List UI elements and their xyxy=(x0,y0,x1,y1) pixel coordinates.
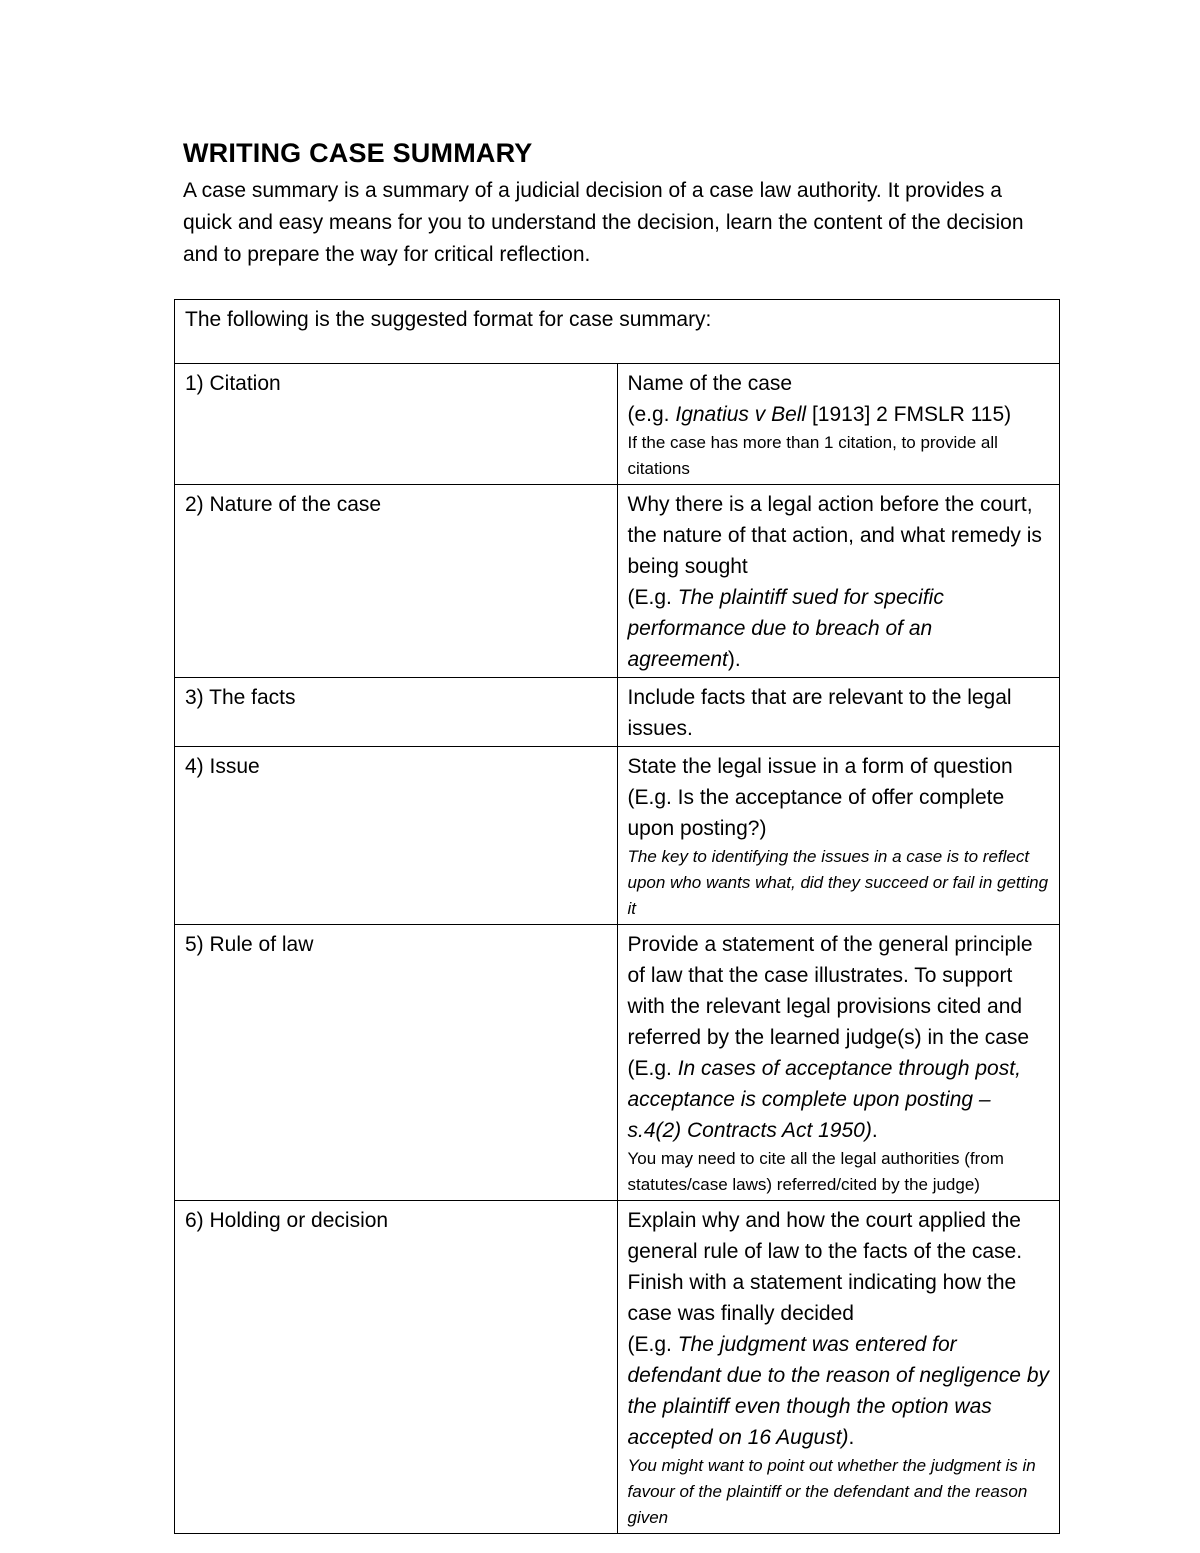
row-description xyxy=(617,925,1060,1201)
row-main-text: Provide a statement of the general principle of law that the case illustrates. To support with the relevant legal provisions cited and referred by the learned judge(s) in the case xyxy=(627,933,1033,1049)
table-header-cell: The following is the suggested format for case summary: xyxy=(175,300,1060,364)
table-row-facts xyxy=(175,678,1060,747)
row-example: (e.g. Ignatius v Bell [1913] 2 FMSLR 115) xyxy=(627,403,1012,426)
table-row-citation xyxy=(175,364,1060,485)
row-main-text: Explain why and how the court applied the general rule of law to the facts of the case. Finish with a statement indicating how the case was finally decided xyxy=(627,1209,1023,1325)
row-label: 2) Nature of the case xyxy=(175,485,618,678)
row-main-text: Include facts that are relevant to the legal issues. xyxy=(627,686,1012,740)
row-example: (E.g. The plaintiff sued for specific performance due to breach of an agreement). xyxy=(627,586,944,671)
row-note: If the case has more than 1 citation, to provide all citations xyxy=(627,433,998,478)
row-main-text: Why there is a legal action before the court, the nature of that action, and what remedy is being sought xyxy=(627,493,1042,578)
row-note: You may need to cite all the legal authorities (from statutes/case laws) referred/cited by the judge) xyxy=(627,1149,1004,1194)
row-label: 5) Rule of law xyxy=(175,925,618,1201)
row-label: 4) Issue xyxy=(175,747,618,925)
row-example: (E.g. The judgment was entered for defendant due to the reason of negligence by the plaintiff even though the option was accepted on 16 August). xyxy=(627,1333,1049,1449)
page-title: WRITING CASE SUMMARY xyxy=(183,138,533,168)
row-main-text: State the legal issue in a form of question xyxy=(627,755,1013,778)
table-row-rule-of-law xyxy=(175,925,1060,1201)
row-label: 1) Citation xyxy=(175,364,618,485)
row-main-text: Name of the case xyxy=(627,372,793,395)
row-label: 3) The facts xyxy=(175,678,618,747)
row-label: 6) Holding or decision xyxy=(175,1201,618,1534)
table-row-holding xyxy=(175,1201,1060,1534)
row-note: You might want to point out whether the judgment is in favour of the plaintiff or the defendant and the reason given xyxy=(627,1456,1036,1527)
row-example: (E.g. In cases of acceptance through post, acceptance is complete upon posting – s.4(2) Contracts Act 1950). xyxy=(627,1057,1021,1142)
row-description xyxy=(617,1201,1060,1534)
row-description xyxy=(617,678,1060,747)
row-description xyxy=(617,747,1060,925)
case-summary-format-table xyxy=(174,299,1060,1534)
table-row-nature xyxy=(175,485,1060,678)
row-example: (E.g. Is the acceptance of offer complete upon posting?) xyxy=(627,786,1005,840)
table-header-row xyxy=(175,300,1060,364)
intro-paragraph: A case summary is a summary of a judicial decision of a case law authority. It provides a quick and easy means for you to understand the decision, learn the content of the decision and to prepare the way for critical reflection. xyxy=(183,179,1024,266)
row-description xyxy=(617,364,1060,485)
table-row-issue xyxy=(175,747,1060,925)
row-description xyxy=(617,485,1060,678)
row-note: The key to identifying the issues in a case is to reflect upon who wants what, did they succeed or fail in getting it xyxy=(627,847,1049,918)
